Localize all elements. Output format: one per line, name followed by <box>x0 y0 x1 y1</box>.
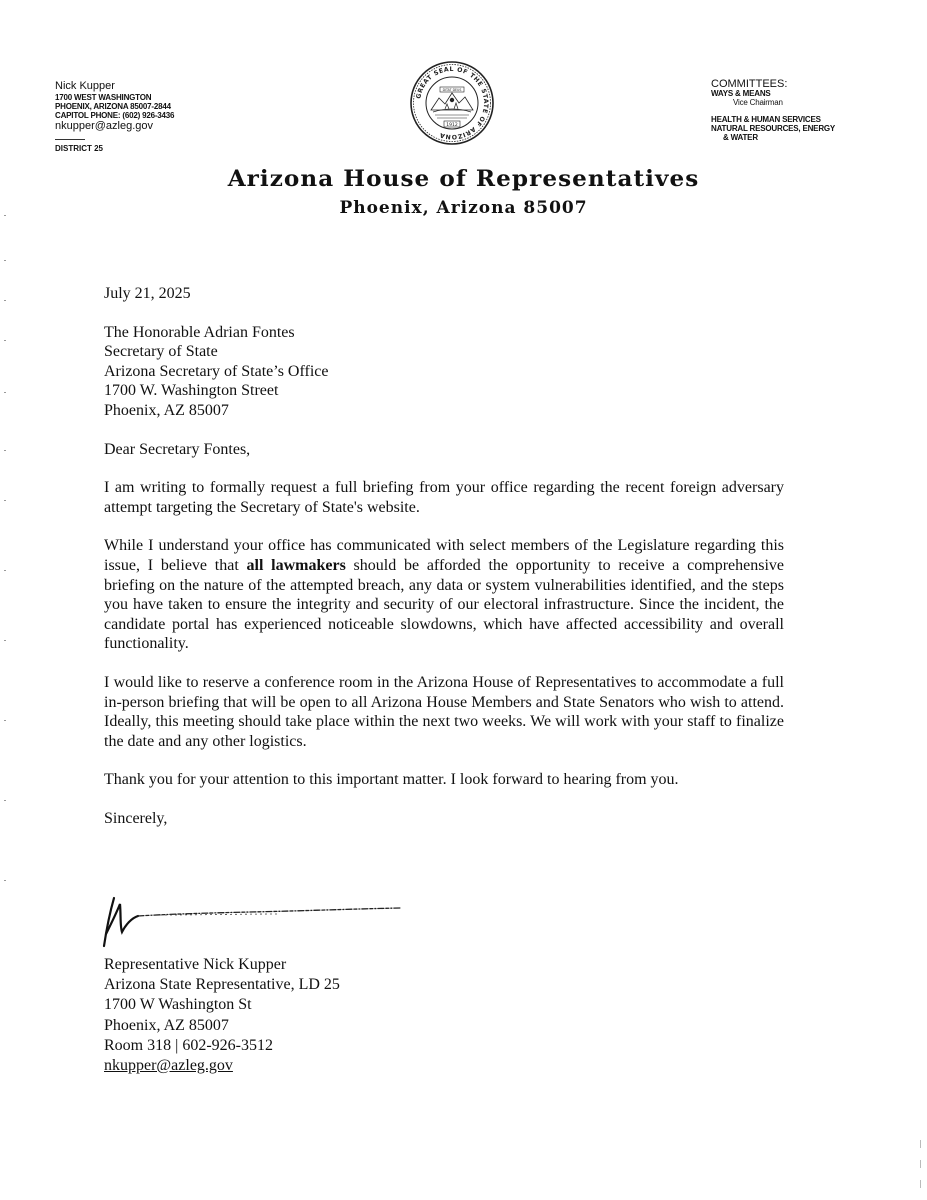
committee-item: NATURAL RESOURCES, ENERGY <box>711 124 836 134</box>
sender-phone: CAPITOL PHONE: (602) 926-3436 <box>55 111 175 121</box>
sender-address-line2: PHOENIX, ARIZONA 85007-2844 <box>55 101 171 111</box>
emphasis-text: all lawmakers <box>246 556 346 574</box>
committee-item: HEALTH & HUMAN SERVICES <box>711 115 821 125</box>
signer-street: 1700 W Washington St <box>104 996 252 1014</box>
addressee-line: Secretary of State <box>104 343 218 361</box>
masthead-city: Phoenix, Arizona 85007 <box>339 198 588 218</box>
letter-date: July 21, 2025 <box>104 285 191 302</box>
sender-district: DISTRICT 25 <box>55 143 104 153</box>
committee-item: WAYS & MEANS <box>711 89 771 99</box>
letterhead-masthead <box>0 166 927 218</box>
paragraph-text: should be afforded the opportunity to receive a comprehensive briefing on the nature of the attempted breach, any data or system vulnerabilities identified, and the steps you have taken to ensure the integrity and security of our electoral infrastructure. Since the incident, the candidate portal has experienced noticeable slowdowns, which have affected accessibility and overall functionality. <box>104 556 785 653</box>
sender-address-line1: 1700 WEST WASHINGTON <box>55 92 152 102</box>
handwritten-signature <box>100 894 405 954</box>
masthead-title: Arizona House of Representatives <box>227 166 700 192</box>
committee-role: Vice Chairman <box>733 98 783 108</box>
signer-email-link[interactable]: nkupper@azleg.gov <box>104 1057 233 1075</box>
seal-year: 1912 <box>446 123 458 128</box>
sender-name: Nick Kupper <box>55 80 115 92</box>
paragraph-request: I am writing to formally request a full briefing from your office regarding the recent foreign adversary attempt targeting the Secretary of State's website. <box>104 479 784 516</box>
paragraph-conference: I would like to reserve a conference room in the Arizona House of Representatives to accommodate a full in-person briefing that will be open to all Arizona House Members and State Senators who wish to attend. Ideally, this meeting should take place within the next two weeks. We will work with your staff to finalize the date and any other logistics. <box>104 673 784 750</box>
committee-item: & WATER <box>723 133 758 143</box>
salutation: Dear Secretary Fontes, <box>104 440 251 458</box>
signer-title: Arizona State Representative, LD 25 <box>104 976 340 994</box>
signer-name: Representative Nick Kupper <box>104 956 287 973</box>
signer-city: Phoenix, AZ 85007 <box>104 1016 229 1034</box>
paragraph-text: While I understand your office has communicated with select members of the Legislature regarding this issue, I believe that <box>104 537 784 574</box>
committees-block <box>711 78 835 143</box>
sender-divider <box>55 139 85 140</box>
addressee-line: Phoenix, AZ 85007 <box>104 401 229 419</box>
seal-motto: DITAT DEUS <box>442 88 462 92</box>
addressee-line: The Honorable Adrian Fontes <box>104 323 295 341</box>
sender-email[interactable]: nkupper@azleg.gov <box>55 120 154 133</box>
addressee-block <box>104 323 784 421</box>
paragraph-thanks: Thank you for your attention to this important matter. I look forward to hearing from you. <box>104 771 679 789</box>
signer-room-phone: Room 318 | 602-926-3512 <box>104 1036 273 1054</box>
sender-info <box>55 80 174 153</box>
addressee-line: 1700 W. Washington Street <box>104 382 279 400</box>
committees-heading: COMMITTEES: <box>711 78 788 90</box>
state-seal-icon <box>409 60 495 146</box>
seal-text: GREAT SEAL OF THE STATE OF ARIZONA <box>415 65 490 141</box>
addressee-line: Arizona Secretary of State’s Office <box>104 362 329 380</box>
closing: Sincerely, <box>104 809 168 827</box>
signature-block <box>104 955 340 1076</box>
paragraph-lawmakers <box>104 536 784 654</box>
letter-body <box>104 284 784 828</box>
